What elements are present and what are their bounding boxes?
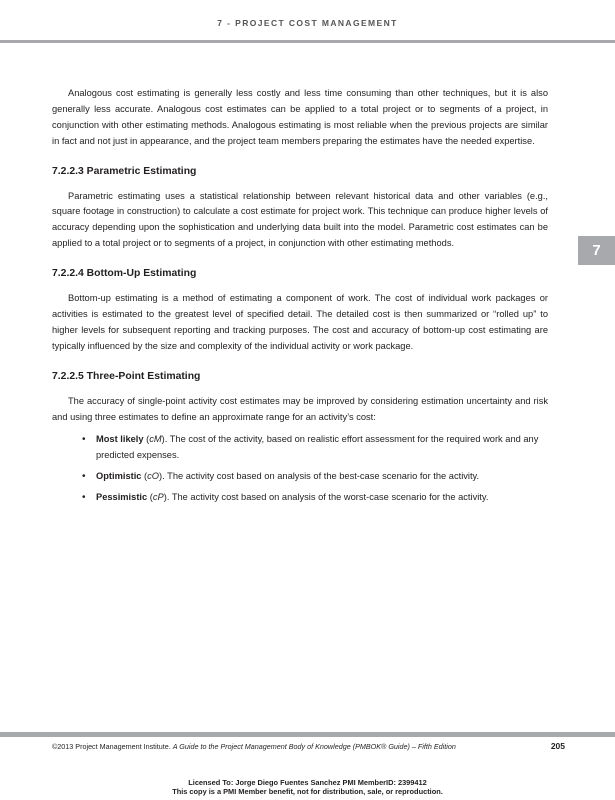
bullet-abbr: cO bbox=[147, 471, 160, 482]
section-paragraph-three-point: The accuracy of single-point activity cost estimates may be improved by considering estimation uncertainty and risk and using three estimates to define an approximate range for an activity’s cost: bbox=[52, 395, 548, 422]
section-heading-bottom-up: 7.2.2.4 Bottom-Up Estimating bbox=[52, 268, 197, 280]
page-number: 205 bbox=[550, 741, 565, 751]
header-divider bbox=[0, 40, 615, 43]
guide-title: A Guide to the Project Management Body of Knowledge (PMBOK® Guide) – Fifth Edition bbox=[172, 742, 456, 751]
license-line-2: This copy is a PMI Member benefit, not for distribution, sale, or reproduction. bbox=[172, 786, 443, 796]
estimate-bullet-list bbox=[82, 432, 548, 506]
footer-copyright: ©2013 Project Management Institute. A Guide to the Project Management Body of Knowledge (PMBOK® Guide) – Fifth Edition bbox=[52, 742, 456, 751]
bullet-icon: • bbox=[82, 471, 86, 483]
chapter-tab: 7 bbox=[578, 236, 615, 265]
page-header bbox=[0, 0, 615, 42]
bullet-term: Most likely bbox=[96, 434, 144, 445]
bullet-icon: • bbox=[82, 492, 86, 504]
license-line-1: Licensed To: Jorge Diego Fuentes Sanchez PMI MemberID: 2399412 bbox=[188, 778, 427, 787]
bullet-abbr: cP bbox=[152, 492, 164, 503]
list-item: • Pessimistic (cP). The activity cost based on analysis of the worst-case scenario for the activity. bbox=[82, 490, 548, 506]
bullet-icon: • bbox=[82, 434, 86, 446]
bullet-text: . The cost of the activity, based on realistic effort assessment for the required work and any predicted expenses. bbox=[96, 434, 539, 461]
chapter-title: 7 - PROJECT COST MANAGEMENT bbox=[217, 18, 398, 28]
page-body bbox=[52, 86, 548, 511]
list-item: • Optimistic (cO). The activity cost based on analysis of the best-case scenario for the activity. bbox=[82, 469, 548, 485]
list-item: • Most likely (cM). The cost of the activity, based on realistic effort assessment for the required work and any predicted expenses. bbox=[82, 434, 539, 461]
intro-paragraph: Analogous cost estimating is generally less costly and less time consuming than other techniques, but it is also generally less accurate. Analogous cost estimates can be applied to a total project or to segments of a project, in conjunction with other estimating methods. Analogous estimating is most reliable when the previous projects are similar in fact and not just in appearance, and the project team members preparing the estimates have the needed expertise. bbox=[52, 88, 548, 146]
bullet-text: . The activity cost based on analysis of the best-case scenario for the activity. bbox=[162, 471, 480, 482]
bullet-term: Optimistic bbox=[96, 471, 142, 482]
section-paragraph-parametric: Parametric estimating uses a statistical relationship between relevant historical data and other variables (e.g., square footage in construction) to calculate a cost estimate for project work. This technique can produce higher levels of accuracy depending upon the sophistication and underlying data built into the model. Parametric cost estimates can be applied to a total project or to segments of a project, in conjunction with other estimating methods. bbox=[52, 190, 548, 249]
bullet-text: . The activity cost based on analysis of the worst-case scenario for the activity. bbox=[166, 492, 489, 503]
footer-divider bbox=[0, 732, 615, 737]
section-heading-parametric: 7.2.2.3 Parametric Estimating bbox=[52, 165, 197, 177]
section-paragraph-bottom-up: Bottom-up estimating is a method of estimating a component of work. The cost of individual work packages or activities is estimated to the greatest level of specified detail. The detailed cost is then summarized or “rolled up” to higher levels for subsequent reporting and tracking purposes. The cost and accuracy of bottom-up cost estimating are typically influenced by the size and complexity of the individual activity or work package. bbox=[52, 293, 548, 351]
section-heading-three-point: 7.2.2.5 Three-Point Estimating bbox=[52, 370, 201, 382]
license-notice bbox=[0, 779, 615, 796]
bullet-term: Pessimistic bbox=[96, 492, 148, 503]
bullet-abbr: cM bbox=[149, 434, 162, 445]
